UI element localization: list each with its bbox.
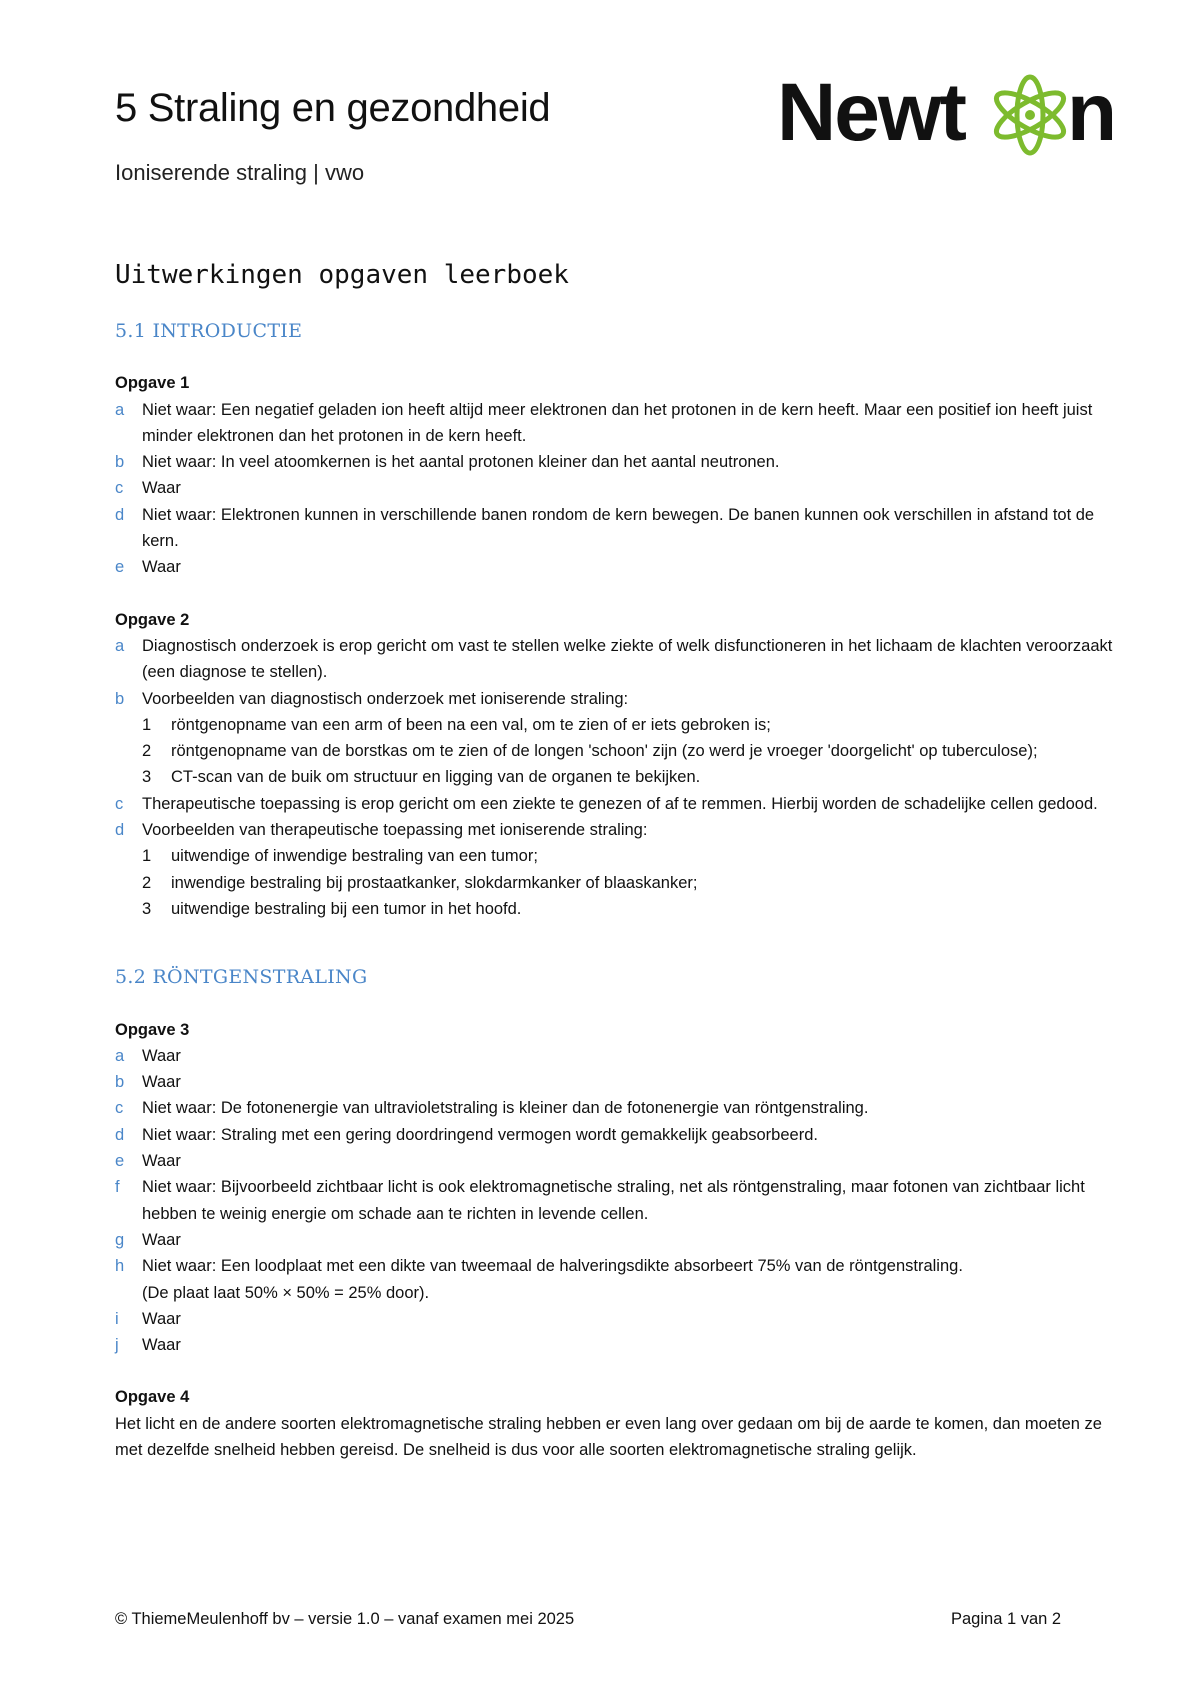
list-item: [115, 502, 1125, 555]
list-item: [115, 1095, 1125, 1121]
subsection-heading-rontgenstraling: 5.2 RÖNTGENSTRALING: [115, 966, 368, 989]
item-text: Waar: [142, 1309, 181, 1328]
opgave-3: [115, 1017, 1125, 1359]
list-item: [115, 1253, 1125, 1306]
item-text: [142, 817, 1125, 922]
numbered-item: [142, 712, 1125, 738]
item-number: 3: [142, 899, 152, 918]
newton-logo: [777, 60, 1137, 160]
item-text: Waar: [142, 1230, 181, 1249]
item-intro: Voorbeelden van therapeutische toepassing met ioniserende straling:: [142, 821, 648, 840]
document-content: [115, 318, 1125, 1463]
item-number: 2: [142, 873, 152, 892]
item-text: Niet waar: Bijvoorbeeld zichtbaar licht is ook elektromagnetische straling, net als röntgenstraling, maar fotonen van zichtbaar licht hebben te weinig energie om schade aan te richten in levende cellen.: [142, 1178, 1085, 1223]
item-text: uitwendige of inwendige bestraling van een tumor;: [171, 847, 538, 866]
list-item: [115, 1043, 1125, 1069]
list-item: [115, 554, 1125, 580]
opgave-2: [115, 607, 1125, 923]
opgave-title: Opgave 2: [115, 610, 190, 629]
numbered-item: [142, 870, 1125, 896]
paragraph: Het licht en de andere soorten elektromagnetische straling hebben er even lang over gedaan om bij de aarde te komen, dan moeten ze met dezelfde snelheid hebben gereisd. De snelheid is dus voor alle soorten elektromagnetische straling gelijk.: [115, 1414, 1102, 1459]
subsection-heading-introductie: 5.1 INTRODUCTIE: [115, 320, 303, 342]
opgave-title: Opgave 4: [115, 1388, 190, 1407]
item-text: Waar: [142, 479, 181, 498]
item-letter: d: [115, 505, 125, 524]
footer-copyright: © ThiemeMeulenhoff bv – versie 1.0 – vanaf examen mei 2025: [115, 1610, 575, 1628]
opgave-1: [115, 370, 1125, 580]
list-item: [115, 475, 1125, 501]
list-item: [115, 1122, 1125, 1148]
list-item: [115, 449, 1125, 475]
logo-text-left: Newt: [777, 67, 965, 158]
item-letter: d: [115, 821, 125, 840]
item-text: Waar: [142, 1073, 181, 1092]
document-subtitle: Ioniserende straling | vwo: [115, 160, 365, 185]
item-letter: e: [115, 558, 125, 577]
item-text: Waar: [142, 1152, 181, 1171]
item-letter: c: [115, 1099, 124, 1118]
item-letter: c: [115, 479, 124, 498]
numbered-item: [142, 843, 1125, 869]
item-letter: c: [115, 794, 124, 813]
item-text: [142, 1253, 1125, 1306]
item-text: uitwendige bestraling bij een tumor in het hoofd.: [171, 899, 522, 918]
item-letter: a: [115, 1046, 125, 1065]
numbered-item: [142, 764, 1125, 790]
item-letter: b: [115, 453, 125, 472]
item-text: Waar: [142, 1336, 181, 1355]
item-text: Niet waar: Straling met een gering doordringend vermogen wordt gemakkelijk geabsorbeerd.: [142, 1125, 818, 1144]
item-letter: b: [115, 689, 125, 708]
item-text: Therapeutische toepassing is erop gericht om een ziekte te genezen of af te remmen. Hierbij worden de schadelijke cellen gedood.: [142, 794, 1098, 813]
item-text: röntgenopname van een arm of been na een val, om te zien of er iets gebroken is;: [171, 715, 771, 734]
section-heading: Uitwerkingen opgaven leerboek: [115, 260, 569, 290]
item-letter: b: [115, 1073, 125, 1092]
item-letter: g: [115, 1230, 125, 1249]
opgave-4: [115, 1384, 1125, 1463]
item-intro: Voorbeelden van diagnostisch onderzoek met ioniserende straling:: [142, 689, 629, 708]
item-number: 2: [142, 742, 152, 761]
numbered-list: [142, 843, 1125, 922]
item-text-line: Niet waar: Een loodplaat met een dikte van tweemaal de halveringsdikte absorbeert 75% van de röntgenstraling.: [142, 1257, 963, 1276]
item-text: Diagnostisch onderzoek is erop gericht om vast te stellen welke ziekte of welk disfunctioneren in het lichaam de klachten veroorzaakt (een diagnose te stellen).: [142, 636, 1113, 682]
item-letter: a: [115, 400, 125, 419]
item-number: 3: [142, 768, 152, 787]
item-text: [142, 686, 1125, 791]
numbered-list: [142, 712, 1125, 791]
item-text-line: (De plaat laat 50% × 50% = 25% door).: [142, 1283, 430, 1302]
item-letter: h: [115, 1257, 125, 1276]
item-text: inwendige bestraling bij prostaatkanker, slokdarmkanker of blaaskanker;: [171, 873, 698, 892]
item-letter: j: [115, 1336, 119, 1355]
list-item: [115, 397, 1125, 450]
list-item: [115, 1227, 1125, 1253]
list-item: [115, 791, 1125, 817]
item-letter: d: [115, 1125, 125, 1144]
list-item: [115, 1306, 1125, 1332]
item-number: 1: [142, 715, 152, 734]
list-item: [115, 1174, 1125, 1227]
document-title: 5 Straling en gezondheid: [115, 86, 551, 130]
item-text: Waar: [142, 558, 181, 577]
atom-icon: [991, 77, 1070, 153]
item-letter: f: [115, 1178, 120, 1197]
numbered-item: [142, 738, 1125, 764]
item-letter: a: [115, 636, 125, 655]
item-letter: i: [115, 1309, 119, 1328]
footer-page-number: Pagina 1 van 2: [951, 1610, 1062, 1628]
item-text: Niet waar: Een negatief geladen ion heeft altijd meer elektronen dan het protonen in de kern heeft. Maar een positief ion heeft juist minder elektronen dan het protonen in de kern heeft.: [142, 400, 1093, 445]
opgave-title: Opgave 3: [115, 1020, 190, 1039]
list-item: [115, 817, 1125, 922]
item-text: röntgenopname van de borstkas om te zien of de longen 'schoon' zijn (zo werd je vroeger 'doorgelicht' op tuberculose);: [171, 742, 1038, 761]
list-item: [115, 1332, 1125, 1358]
item-text: CT-scan van de buik om structuur en ligging van de organen te bekijken.: [171, 768, 701, 787]
opgave-title: Opgave 1: [115, 374, 190, 393]
item-letter: e: [115, 1152, 125, 1171]
logo-text-right: n: [1067, 67, 1116, 158]
numbered-item: [142, 896, 1125, 922]
item-text: Niet waar: In veel atoomkernen is het aantal protonen kleiner dan het aantal neutronen.: [142, 453, 780, 472]
item-text: Niet waar: Elektronen kunnen in verschillende banen rondom de kern bewegen. De banen kunnen ook verschillen in afstand tot de kern.: [142, 505, 1095, 551]
item-number: 1: [142, 847, 152, 866]
document-page: [115, 0, 1125, 1696]
list-item: [115, 633, 1125, 686]
list-item: [115, 1069, 1125, 1095]
item-text: Niet waar: De fotonenergie van ultravioletstraling is kleiner dan de fotonenergie van röntgenstraling.: [142, 1099, 869, 1118]
list-item: [115, 686, 1125, 791]
item-text: Waar: [142, 1046, 181, 1065]
list-item: [115, 1148, 1125, 1174]
